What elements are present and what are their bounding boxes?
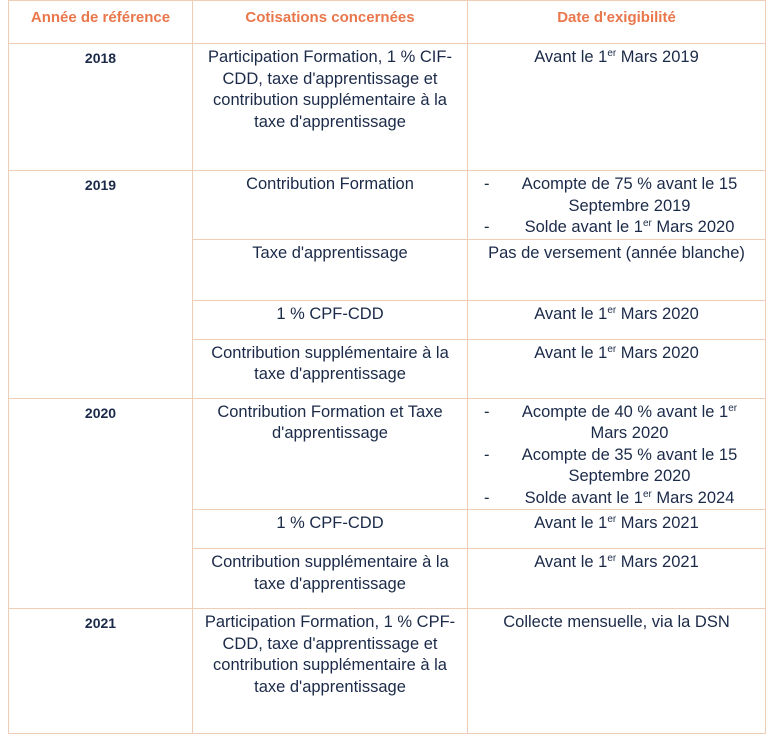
list-item [474,402,759,445]
list-item-text: Acompte de 75 % avant le 15 Septembre 2019 [521,175,738,215]
contribution-cell: 1 % CPF-CDD [193,300,468,339]
header-due-date: Date d'exigibilité [468,1,766,44]
contribution-cell: Contribution supplémentaire à la taxe d'apprentissage [193,549,468,609]
list-item-text: Mars 2020 [651,218,735,236]
date-text: Avant le 1 [534,304,608,323]
year-cell: 2020 [9,398,193,609]
date-text: Mars 2021 [616,553,699,571]
table-row [9,398,766,510]
table-row [9,609,766,734]
list-item-text: Solde avant le 1 [524,488,643,507]
contribution-cell: Contribution Formation [193,171,468,240]
date-text: Avant le 1 [534,343,608,362]
list-item [474,445,759,488]
dash-bullet: - [484,445,490,464]
ordinal-superscript: er [642,488,652,500]
due-date-cell [468,171,766,240]
due-date-cell [468,44,766,171]
ordinal-superscript: er [607,553,617,564]
due-date-cell: Collecte mensuelle, via la DSN [468,609,766,734]
table-row [9,171,766,240]
date-text: Mars 2021 [616,514,699,532]
list-item-text: Mars 2024 [651,488,735,507]
contribution-cell: Contribution supplémentaire à la taxe d'apprentissage [193,339,468,398]
due-date-cell: Pas de versement (année blanche) [468,239,766,300]
ordinal-superscript: er [728,402,738,414]
contributions-table [8,0,766,734]
contribution-cell: Participation Formation, 1 % CIF-CDD, taxe d'apprentissage et contribution supplémentaire à la taxe d'apprentissage [193,44,468,171]
year-cell: 2021 [9,609,193,734]
table-row [9,44,766,171]
contribution-cell: Participation Formation, 1 % CPF-CDD, taxe d'apprentissage et contribution supplémentaire à la taxe d'apprentissage [193,609,468,734]
date-text: Avant le 1 [534,553,608,571]
header-year: Année de référence [9,1,193,44]
due-date-cell [468,398,766,510]
date-text: Mars 2020 [616,304,699,323]
due-date-cell [468,549,766,609]
list-item-text: Acompte de 40 % avant le 1 [521,402,729,421]
dash-bullet: - [484,175,490,193]
ordinal-superscript: er [607,514,617,525]
contribution-cell: Contribution Formation et Taxe d'apprentissage [193,398,468,510]
ordinal-superscript: er [642,218,652,229]
list-item [474,174,759,217]
date-text: Avant le 1 [534,514,608,532]
ordinal-superscript: er [607,304,617,316]
due-date-list [474,402,759,510]
list-item [474,488,759,510]
due-date-cell [468,510,766,549]
header-row [9,1,766,44]
dash-bullet: - [484,402,490,421]
list-item-text: Solde avant le 1 [524,218,643,236]
date-text: Mars 2019 [616,48,699,66]
list-item-text: Mars 2020 [590,424,669,442]
year-cell: 2018 [9,44,193,171]
dash-bullet: - [484,218,490,236]
ordinal-superscript: er [607,343,617,355]
dash-bullet: - [484,488,490,507]
list-item [474,217,759,239]
year-cell: 2019 [9,171,193,399]
header-contributions: Cotisations concernées [193,1,468,44]
contribution-cell: 1 % CPF-CDD [193,510,468,549]
date-text: Avant le 1 [534,48,608,66]
date-text: Mars 2020 [616,343,699,362]
list-item-text: Acompte de 35 % avant le 15 Septembre 2020 [521,445,738,485]
due-date-list [474,174,759,239]
due-date-cell [468,300,766,339]
due-date-cell [468,339,766,398]
ordinal-superscript: er [607,48,617,59]
contribution-cell: Taxe d'apprentissage [193,239,468,300]
